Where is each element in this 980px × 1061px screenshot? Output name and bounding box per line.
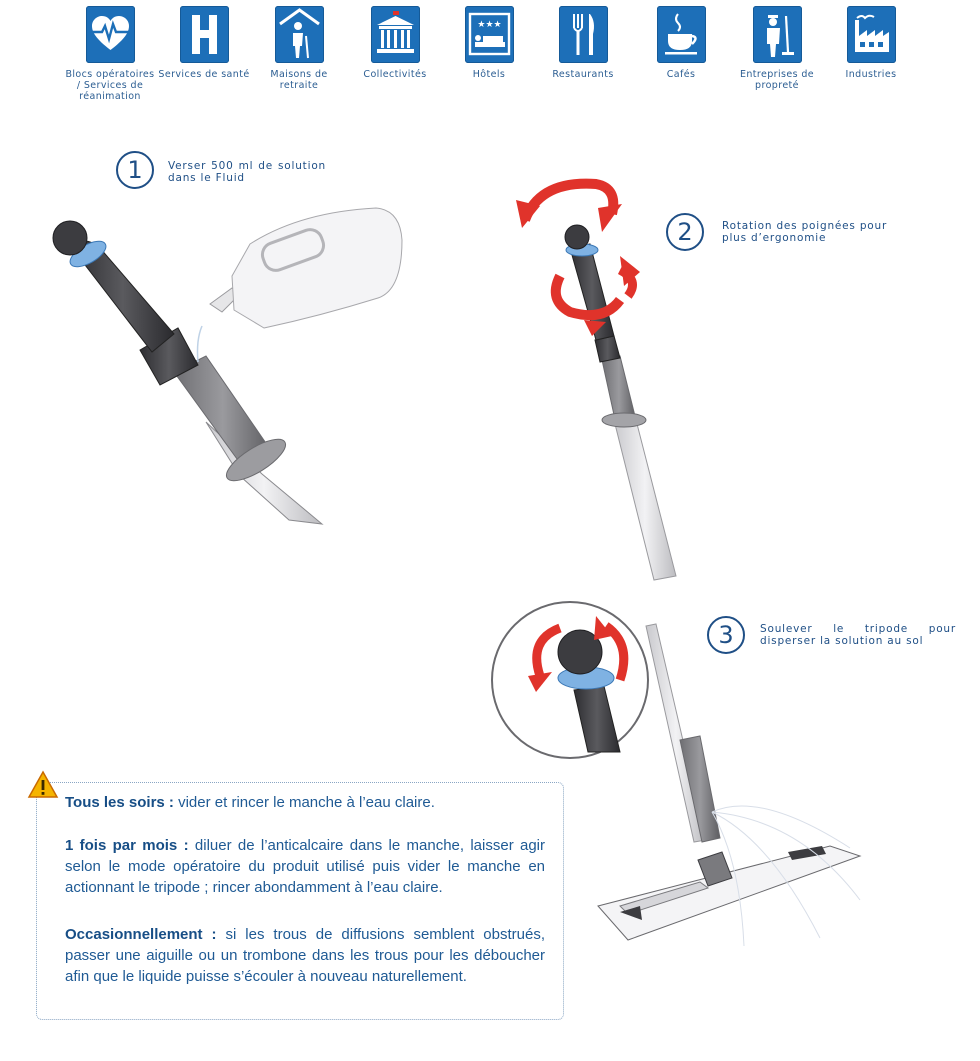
svg-text:★★★: ★★★: [476, 20, 502, 30]
sector-label: Cafés: [666, 69, 696, 80]
sector-label: Hôtels: [472, 69, 506, 80]
step-2-text: Rotation des poignées pour plus d’ergonomie: [722, 220, 888, 244]
step-2-number: 2: [666, 213, 704, 251]
daily-instruction: [65, 792, 545, 813]
step-1-number: 1: [116, 151, 154, 189]
sector-label: Blocs opératoires / Services de réanimation: [65, 69, 155, 102]
sector-label: Restaurants: [552, 69, 614, 80]
monthly-text: diluer de l’anticalcaire dans le manche, laisser agir selon le mode opératoire du produit utilisé puis vider le manche en actionnant le tripode ; rincer abondamment à l’eau claire.: [65, 837, 546, 896]
sector-label: Services de santé: [158, 69, 250, 80]
occasional-instruction: [65, 924, 545, 987]
sector-label: Entreprises de propreté: [739, 69, 815, 91]
step-3-text: Soulever le tripode pour disperser la solution au sol: [760, 623, 956, 647]
daily-text: vider et rincer le manche à l’eau claire.: [178, 794, 435, 811]
sector-label: Industries: [845, 69, 897, 80]
monthly-label: 1 fois par mois :: [65, 837, 189, 854]
handle-fill-illustration: [53, 208, 402, 524]
handle-rotation-illustration: [516, 184, 676, 580]
occasional-label: Occasionnellement :: [65, 926, 217, 943]
warning-icon: [27, 770, 59, 800]
occasional-text: si les trous de diffusions semblent obstrués, passer une aiguille ou un trombone dans les trous pour les déboucher afin que le liquide puisse s’écouler à nouveau naturellement.: [65, 926, 545, 985]
step-3-number: 3: [707, 616, 745, 654]
sector-label: Collectivités: [363, 69, 427, 80]
sector-label: Maisons de retraite: [270, 69, 328, 91]
monthly-instruction: [65, 835, 545, 898]
step-1-text: Verser 500 ml de solution dans le Fluid: [168, 160, 326, 184]
daily-label: Tous les soirs :: [65, 794, 174, 811]
